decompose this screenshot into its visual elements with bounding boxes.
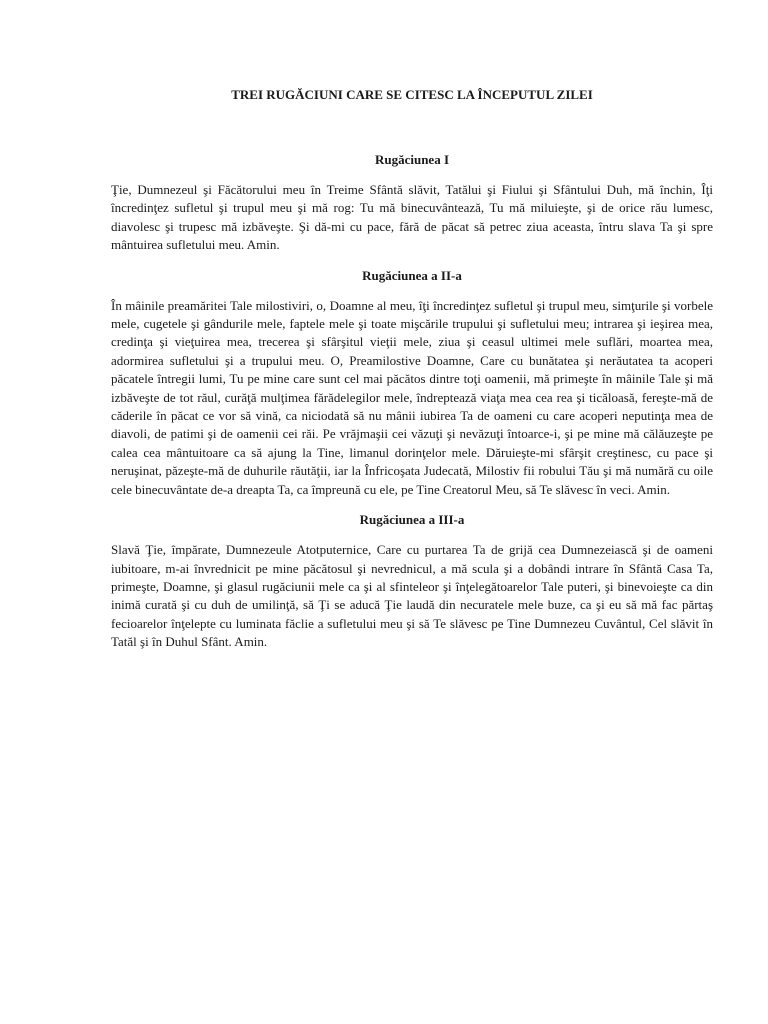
document-page	[111, 86, 713, 652]
prayer-heading-2: Rugăciunea a II-a	[362, 267, 462, 283]
prayer-heading-3: Rugăciunea a III-a	[359, 512, 465, 528]
prayer-text-1: Ţie, Dumnezeul şi Făcătorului meu în Treime Sfântă slăvit, Tatălui şi Fiului şi Sfântului Duh, mă închin, Îţi încredinţez sufletul şi trupul meu şi mă rog: Tu mă binecuvântează, Tu mă miluieşte, şi de orice rău lumesc, diavolesc şi trupesc mă izbăveşte. Şi dă-mi cu pace, fără de păcat să petrec ziua aceasta, întru slava Ta şi spre mântuirea sufletului meu. Amin.	[111, 182, 713, 253]
prayer-text-2: În mâinile preamăritei Tale milostiviri, o, Doamne al meu, îţi încredinţez sufletul şi trupul meu, simţurile şi vorbele mele, cugetele şi gândurile mele, faptele mele şi toate mişcările trupului şi sufletului meu; intrarea şi ieşirea mea, credinţa şi vieţuirea mea, trecerea şi sfârşitul vieţii mele, ziua şi ceasul ultimei mele suflări, moartea mea, adormirea sufletului şi a trupului meu. O, Preamilostive Doamne, Care cu bunătatea şi nerăutatea ta acoperi păcatele întregii lumi, Tu pe mine care sunt cel mai păcătos dintre toţi oamenii, mă primeşte în mâinile Tale şi mă izbăveşte de tot răul, curăţă mulţimea fărădelegilor mele, îndreptează viaţa mea cea rea şi ticăloasă, fereşte-mă de căderile în păcat ce vor să vină, ca niciodată să nu mânii iubirea Ta de oameni cu care acoperi neputinţa mea de diavoli, de patimi şi de oamenii cei răi. Pe vrăjmaşii cei văzuţi şi nevăzuţi întoarce-i, şi pe mine mă călăuzeşte pe calea cea mântuitoare ca să ajung la Tine, limanul dorinţelor mele. Dăruieşte-mi sfârşit creştinesc, cu pace şi neruşinat, păzeşte-mă de duhurile răutăţii, iar la Înfricoşata Judecată, Milostiv fii robului Tău şi mă numără cu oile cele binecuvântate de-a dreapta Ta, ca împreună cu ele, pe Tine Creatorul Meu, să Te slăvesc în veci. Amin.	[111, 297, 713, 497]
document-title: TREI RUGĂCIUNI CARE SE CITESC LA ÎNCEPUTUL ZILEI	[231, 87, 593, 102]
prayer-heading-1: Rugăciunea I	[374, 152, 450, 167]
prayer-text-3: Slavă Ţie, împărate, Dumnezeule Atotputernice, Care cu purtarea Ta de grijă cea Dumnezeiască şi de oameni iubitoare, m-ai învrednicit pe mine păcătosul şi nevrednicul, a mă scula şi a dobândi intrare în Sfântă Casa Ta, primeşte, Doamne, şi glasul rugăciunii mele ca şi al sfinteleor şi înţelegătoarelor Tale puteri, şi binevoieşte ca din inimă curată şi cu duh de umilinţă, să Ţi se aducă Ţie laudă din necuratele mele buze, ca şi eu să mă fac părtaş fecioarelor înţelepte cu luminata făclie a sufletului meu şi să Te slăvesc pe Tine Dumnezeu Cuvântul, Cel slăvit în Tatăl şi în Duhul Sfânt. Amin.	[111, 542, 713, 650]
